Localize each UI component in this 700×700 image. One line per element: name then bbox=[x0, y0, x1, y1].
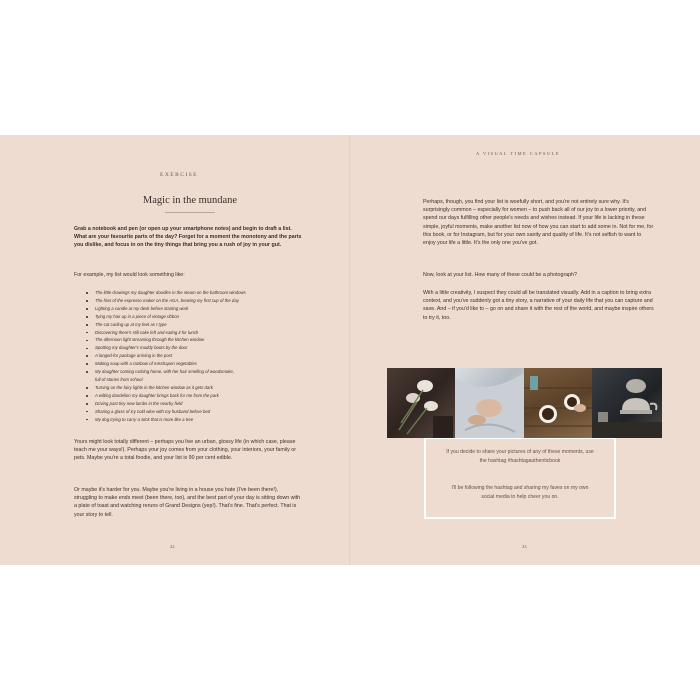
right-page bbox=[350, 135, 700, 565]
list-item: The afternoon light streaming through the kitchen window bbox=[86, 336, 286, 344]
list-item: A longed-for package arriving in the post bbox=[86, 352, 286, 360]
left-page bbox=[0, 135, 350, 565]
page-number: 23 bbox=[522, 544, 527, 549]
photo-teapot bbox=[592, 368, 662, 438]
list-item: My daughter coming rushing home, with her hair smelling of woodsmoke, bbox=[86, 368, 286, 376]
body-paragraph: Perhaps, though, you find your list is woefully short, and you're not entirely sure why. It's surprisingly common – especially for women – to push back all of our joy to a lower priority, and spend our days fulfilling other people's needs and wishes instead. If your life is lacking in these simple, joyful moments, make another list now of how you can start to add some in. Not for me, for this book, or for Instagram, but for your own sanity and quality of life. It's not selfish to want to enjoy your life a little. It's the only one you've got. bbox=[423, 199, 654, 247]
list-item: Lighting a candle at my desk before starting work bbox=[86, 305, 286, 313]
list-item: Driving past tiny new lambs in the nearby field bbox=[86, 400, 286, 408]
list-item: My dog trying to carry a stick that is more like a tree bbox=[86, 416, 286, 424]
book-spread bbox=[0, 135, 700, 565]
page-title: Magic in the mundane bbox=[142, 195, 238, 206]
list-item: The little drawings my daughter doodles in the steam on the bathroom windows bbox=[86, 289, 286, 297]
list-item: Making soup with a rainbow of misshapen vegetables bbox=[86, 360, 286, 368]
example-lead: For example, my list would look something like: bbox=[74, 272, 185, 278]
page-number: 22 bbox=[170, 544, 175, 549]
list-item: A wilting dandelion my daughter brings back for me from the park bbox=[86, 392, 286, 400]
list-item: Discovering there's still cake left and eating it for lunch bbox=[86, 329, 286, 337]
running-head: A VISUAL TIME CAPSULE bbox=[475, 151, 560, 156]
list-item: Tying my hair up in a piece of vintage ribbon bbox=[86, 313, 286, 321]
photo-tulips bbox=[387, 368, 455, 438]
body-paragraph: Now, look at your list. How many of these could be a photograph? bbox=[423, 272, 577, 278]
body-paragraph: Yours might look totally different – perhaps you live an urban, glossy life (in which case, please teach me your ways!). Perhaps your joy comes from your clothing, your interiors, your family or pets. Maybe you're a total foodie, and your list is 90 per cent edible. bbox=[74, 439, 296, 462]
list-item-continuation: full of stories from school bbox=[95, 376, 143, 382]
list-item: Sharing a glass of icy cold wine with my husband before bed bbox=[86, 408, 286, 416]
hashtag-caption: If you decide to share your pictures of any of these moments, use the hashtag #hashtagauthenticbook bbox=[446, 449, 594, 464]
body-paragraph: Or maybe it's harder for you. Maybe you're living in a house you hate (I've been there!), struggling to make ends meet (been there, too), and the best part of your day is sitting down with a plate of toast and watching reruns of Grand Designs (yep!). That's fine. That's perfect. That is your story to tell. bbox=[74, 487, 301, 518]
list-item: Turning on the fairy lights in the kitchen window as it gets dark bbox=[86, 384, 286, 392]
photo-strip bbox=[387, 368, 662, 438]
follow-caption: I'll be following the hashtag and sharing my faves on my own social media to help cheer you on. bbox=[451, 485, 589, 500]
list-item: The hiss of the espresso maker on the AGA, brewing my first cup of the day bbox=[86, 297, 286, 305]
list-item: Spotting my daughter's muddy boots by the door bbox=[86, 344, 286, 352]
photo-coffee-cups bbox=[524, 368, 592, 438]
title-divider bbox=[165, 212, 215, 213]
photo-hands-bedsheet bbox=[455, 368, 524, 438]
list-item: The cat curling up at my feet as I type bbox=[86, 321, 286, 329]
section-label: EXERCISE bbox=[160, 172, 198, 178]
body-paragraph: With a little creativity, I suspect they could all be translated visually. Add in a caption to bring extra context, and you've suddenly got a tiny story, a narrative of your daily life that you can capture and save. And – if you'd like to – go on and share it with the rest of the world, and maybe inspire others to try it, too. bbox=[423, 290, 654, 321]
intro-paragraph: Grab a notebook and pen (or open up your smartphone notes) and begin to draft a list. What are your favourite parts of the day? Forget for a moment the monotony and the parts you dislike, and focus in on the tiny things that bring you a rush of joy in your gut. bbox=[74, 226, 302, 249]
joy-list bbox=[86, 289, 286, 423]
